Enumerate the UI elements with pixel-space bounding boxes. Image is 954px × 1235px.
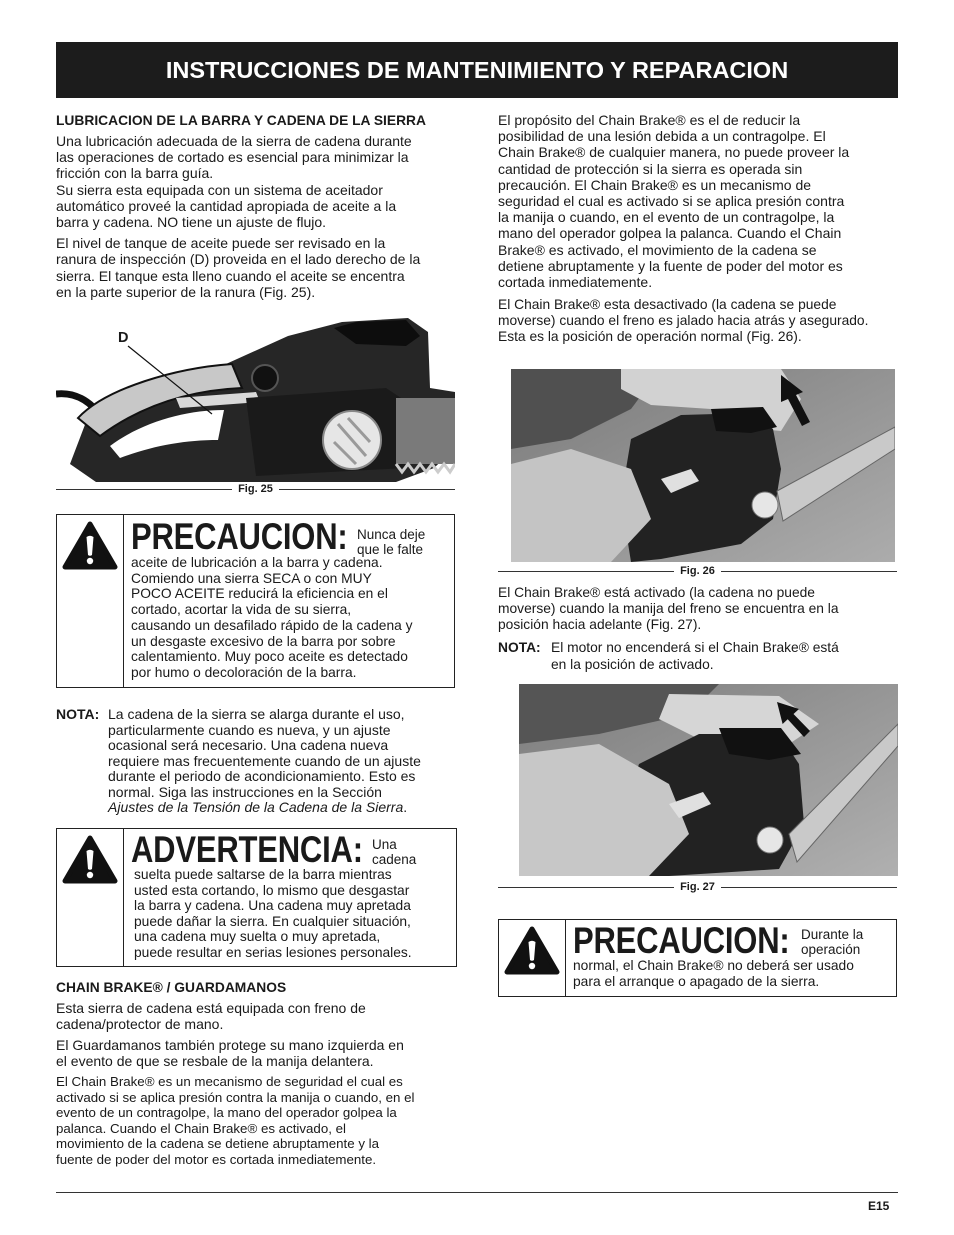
note-lines <box>108 707 456 800</box>
text-line: que le falte <box>357 541 424 557</box>
text-line: mano del operador golpea la palanca. Cuando el Chain <box>498 225 842 242</box>
text-line: la manija o cuando, en el evento de un contragolpe, la <box>498 209 835 226</box>
figure-26-caption <box>498 564 897 578</box>
text-line: posición hacia adelante (Fig. 27). <box>498 617 702 632</box>
section-reference: Ajustes de la Tensión de la Cadena de la Sierra <box>108 799 404 815</box>
box-icon-cell <box>499 920 566 996</box>
text-line: evento de un contragolpe, la mano del operador golpea la <box>56 1105 397 1121</box>
text-line: seguridad el cual es activado si se aplica presión contra <box>498 193 845 210</box>
text-line: particularmente cuando es nueva, y un ajuste <box>108 721 391 738</box>
exclamation-dot <box>87 558 93 564</box>
text-line: cortado, acortar la vida de su sierra, <box>131 602 352 618</box>
figure-27-image <box>519 684 898 876</box>
text-line: ocasional será necesario. Una cadena nueva <box>108 737 389 753</box>
text-line: una cadena muy suelta o muy apretada, <box>134 929 381 945</box>
text-line: usted esta cortando, lo mismo que desgastar <box>134 882 410 898</box>
text-line: cadena/protector de mano. <box>56 1016 224 1032</box>
exclamation-dot <box>87 872 93 878</box>
text-line: normal, el Chain Brake® no deberá ser usado <box>573 958 854 973</box>
text-line: palanca. Cuando el Chain Brake® es activado, el <box>56 1120 346 1136</box>
section-title: INSTRUCCIONES DE MANTENIMIENTO Y REPARACION <box>165 57 789 83</box>
footer-rule <box>56 1192 898 1193</box>
caption-rule-right <box>721 571 897 572</box>
caution-body-text <box>131 555 413 681</box>
chain-brake-paragraph-2 <box>56 1038 404 1069</box>
text-line: El nivel de tanque de aceite puede ser revisado en la <box>56 235 386 251</box>
text-line: cortada inmediatemente. <box>498 274 653 291</box>
figure-26 <box>511 369 895 562</box>
caution-box-oil <box>56 514 455 688</box>
note-motor <box>498 640 897 673</box>
text-line: Esta sierra de cadena está equipada con freno de <box>56 1000 366 1016</box>
caution-lead-text <box>801 928 863 957</box>
text-line: El Chain Brake® esta desactivado (la cadena se puede <box>498 297 837 312</box>
chain-brake-purpose-paragraph <box>498 112 849 290</box>
caution-body-text <box>573 958 854 990</box>
figure-25-caption-text: Fig. 25 <box>238 483 273 495</box>
warning-lead-text <box>372 837 416 867</box>
text-line: aceite de lubricación a la barra y cadena. <box>131 555 383 570</box>
text-line: puede dañar la sierra. En cualquier situación, <box>134 913 411 929</box>
text-line: Esta es la posición de operación normal (Fig. 26). <box>498 329 802 344</box>
text-line: cadena <box>372 852 417 867</box>
warning-triangle-icon <box>62 521 118 571</box>
lubrication-paragraph-3 <box>56 235 420 300</box>
figure-26-image <box>511 369 895 562</box>
text-line: en la parte superior de la ranura (Fig. 25). <box>56 283 316 300</box>
text-line: por humo o decoloración de la barra. <box>131 664 357 680</box>
figure-27 <box>519 684 898 876</box>
box-icon-cell <box>57 515 124 687</box>
text-line: moverse) cuando la manija del freno se encuentra en la <box>498 601 839 616</box>
note-label: NOTA: <box>498 640 541 655</box>
caution-box-chain-brake <box>498 919 897 997</box>
warning-body-text <box>134 867 412 961</box>
figure-27-caption <box>498 880 897 894</box>
text-line: normal. Siga las instrucciones en la Sección <box>108 783 382 800</box>
text-line: El Guardamanos también protege su mano izquierda en <box>56 1037 404 1053</box>
text-line: barra y cadena. NO tiene un ajuste de flujo. <box>56 214 327 231</box>
text-line: La cadena de la sierra se alarga durante el uso, <box>108 706 405 722</box>
figure-25-caption <box>56 482 455 496</box>
text-line: para el arranque o apagado de la sierra. <box>573 974 820 989</box>
section-header <box>56 42 898 98</box>
caption-rule-left <box>498 571 674 572</box>
text-line: suelta puede saltarse de la barra mientras <box>134 867 392 882</box>
text-line: Una <box>372 837 397 852</box>
chain-brake-disengaged-paragraph <box>498 297 868 345</box>
text-line: las operaciones de cortado es esencial para minimizar la <box>56 149 409 166</box>
text-line: requiere mas frecuentemente cuando de un ajuste <box>108 752 421 769</box>
page-number: E15 <box>868 1199 890 1213</box>
caption-rule-left <box>56 489 232 490</box>
warning-box-chain <box>56 828 457 967</box>
note-chain-stretch <box>56 707 456 816</box>
note-lines <box>551 640 897 673</box>
text-line: Su sierra esta equipada con un sistema de aceitador <box>56 182 383 198</box>
lubrication-heading: LUBRICACION DE LA BARRA Y CADENA DE LA SIERRA <box>56 113 426 128</box>
figure-25-image <box>56 318 455 482</box>
text-line: automático proveé la cantidad apropiada de aceite a la <box>56 198 397 215</box>
chain-brake-paragraph-3 <box>56 1074 415 1168</box>
box-icon-cell <box>57 829 124 966</box>
text-line: fricción con la barra guía. <box>56 165 214 182</box>
note-label: NOTA: <box>56 706 100 722</box>
text-line: El propósito del Chain Brake® es el de reducir la <box>498 112 801 128</box>
text-line: movimiento de la cadena se detiene abruptamente y la <box>56 1136 380 1152</box>
text-line: causando un desafilado rápido de la cadena y <box>131 617 413 633</box>
oil-cap <box>252 365 278 391</box>
exclamation-dot <box>529 963 535 969</box>
warning-title: ADVERTENCIA: <box>131 828 363 871</box>
caption-rule-right <box>721 887 897 888</box>
chain-brake-paragraph-1 <box>56 1000 366 1032</box>
caption-rule-right <box>279 489 455 490</box>
text-line: Nunca deje <box>357 527 426 542</box>
figure-26-caption-text: Fig. 26 <box>680 565 715 577</box>
text-line: sierra. El tanque esta lleno cuando el aceite se encentra <box>56 267 405 284</box>
warning-triangle-icon <box>62 835 118 885</box>
text-line: POCO ACEITE reducirá la eficiencia en el <box>131 586 388 602</box>
caution-title: PRECAUCION: <box>573 919 790 962</box>
text-line: un desgaste excesivo de la barra por sobre <box>131 633 396 649</box>
text-line: en la posición de activado. <box>551 656 714 672</box>
text-line: El Chain Brake® está activado (la cadena no puede <box>498 585 815 600</box>
text-line: Una lubricación adecuada de la sierra de cadena durante <box>56 133 412 149</box>
figure-25 <box>56 318 455 482</box>
text-line: Comiendo una sierra SECA o con MUY <box>131 570 372 586</box>
text-line: El motor no encenderá si el Chain Brake® está <box>551 640 839 655</box>
bar-nut <box>757 827 783 853</box>
lubrication-paragraph-1 <box>56 133 412 182</box>
chain-brake-engaged-paragraph <box>498 585 839 633</box>
lubrication-paragraph-2 <box>56 182 396 231</box>
figure-27-caption-text: Fig. 27 <box>680 881 715 893</box>
note-text <box>108 707 456 816</box>
text-line: operación <box>801 941 861 957</box>
caption-rule-left <box>498 887 674 888</box>
text-line: Brake® es activado, el movimiento de la cadena se <box>498 241 817 258</box>
text-line: fuente de poder del motor es cortada inmediatemente. <box>56 1151 377 1167</box>
text-line: moverse) cuando el freno es jalado hacia atrás y asegurado. <box>498 313 869 328</box>
inspection-slot-label: D <box>118 330 129 346</box>
text-line: la barra y cadena. Una cadena muy apretada <box>134 898 411 914</box>
text-line: calentamiento. Muy poco aceite es detectado <box>131 649 408 665</box>
note-end: . <box>403 799 408 815</box>
text-line: puede resultar en serias lesiones personales. <box>134 944 412 960</box>
text-line: activado si se aplica presión contra la manija o cuando, en el <box>56 1089 415 1105</box>
text-line: el evento de que se resbale de la manija delantera. <box>56 1052 374 1069</box>
note-last-line <box>108 800 456 816</box>
text-line: Durante la <box>801 927 864 942</box>
text-line: cantidad de protección si la sierra es operada sin <box>498 160 803 177</box>
text-line: durante el periodo de acondicionamiento. Esto es <box>108 768 416 784</box>
caution-lead-text <box>357 528 425 557</box>
chain-brake-heading: CHAIN BRAKE® / GUARDAMANOS <box>56 980 287 995</box>
caution-title: PRECAUCION: <box>131 515 348 558</box>
guide-bar <box>396 398 455 464</box>
text-line: El Chain Brake® es un mecanismo de seguridad el cual es <box>56 1074 403 1089</box>
text-line: precaución. El Chain Brake® es un mecanismo de <box>498 176 812 193</box>
bar-nut <box>752 492 778 518</box>
text-line: posibilidad de una lesión debida a un contragolpe. El <box>498 128 826 145</box>
warning-triangle-icon <box>504 926 560 976</box>
text-line: Chain Brake® de cualquier manera, no puede proveer la <box>498 144 850 161</box>
text-line: ranura de inspección (D) proveida en el lado derecho de la <box>56 251 421 268</box>
text-line: detiene abruptamente y la fuente de poder del motor es <box>498 257 843 274</box>
